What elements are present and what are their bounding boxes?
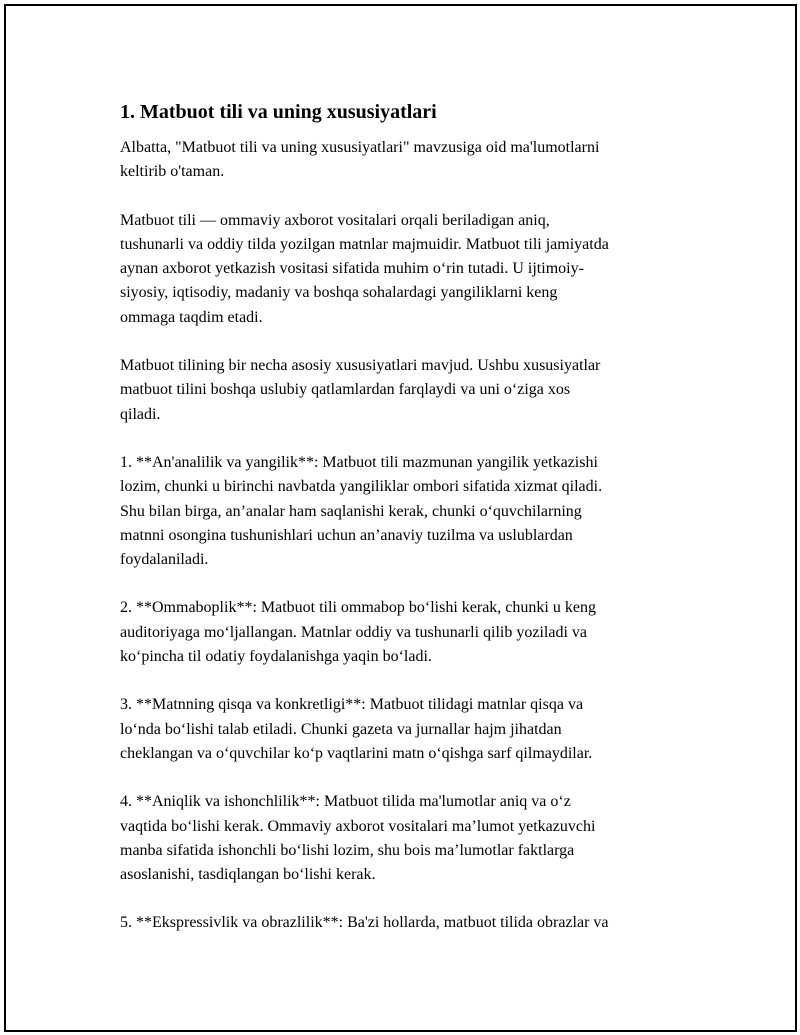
text-line: foydalaniladi.: [120, 551, 209, 569]
text-line: 2. **Ommaboplik**: Matbuot tili ommabop bo‘lishi kerak, chunki u keng: [120, 599, 596, 617]
text-line: Albatta, "Matbuot tili va uning xususiyatlari" mavzusiga oid ma'lumotlarni: [120, 139, 600, 156]
text-line: lozim, chunki u birinchi navbatda yangiliklar ombori sifatida xizmat qiladi.: [120, 478, 603, 496]
paragraph-definition: [120, 209, 700, 330]
text-line: Matbuot tilining bir necha asosiy xususiyatlari mavjud. Ushbu xususiyatlar: [120, 357, 601, 375]
text-line: lo‘nda bo‘lishi talab etiladi. Chunki gazeta va jurnallar hajm jihatdan: [120, 720, 562, 738]
list-item-4: [120, 790, 700, 887]
text-line: Shu bilan birga, an’analar ham saqlanishi kerak, chunki o‘quvchilarning: [120, 502, 582, 520]
paragraph-intro: [120, 136, 700, 185]
list-item-3: [120, 693, 700, 766]
text-line: siyosiy, iqtisodiy, madaniy va boshqa sohalardagi yangiliklarni keng: [120, 284, 558, 302]
list-item-2: [120, 596, 700, 669]
text-line: Matbuot tili — ommaviy axborot vositalari orqali beriladigan aniq,: [120, 211, 550, 229]
text-line: asoslanishi, tasdiqlangan bo‘lishi kerak.: [120, 866, 376, 884]
text-line: auditoriyaga mo‘ljallangan. Matnlar oddiy va tushunarli qilib yoziladi va: [120, 623, 587, 641]
list-item-5: [120, 911, 700, 935]
text-line: ko‘pincha til odatiy foydalanishga yaqin bo‘ladi.: [120, 648, 432, 666]
document-title: 1. Matbuot tili va uning xususiyatlari: [120, 101, 437, 123]
text-line: 5. **Ekspressivlik va obrazlilik**: Ba'zi hollarda, matbuot tilida obrazlar va: [120, 914, 609, 932]
page-frame: [4, 4, 797, 1032]
text-line: aynan axborot yetkazish vositasi sifatida muhim o‘rin tutadi. U ijtimoiy-: [120, 260, 584, 278]
text-line: matnni osongina tushunishlari uchun an’anaviy tuzilma va uslublardan: [120, 526, 573, 544]
text-line: vaqtida bo‘lishi kerak. Ommaviy axborot vositalari ma’lumot yetkazuvchi: [120, 817, 596, 835]
document-body: [120, 98, 700, 960]
list-item-1: [120, 451, 700, 572]
text-line: keltirib o'taman.: [120, 163, 225, 181]
text-line: ommaga taqdim etadi.: [120, 308, 263, 326]
paragraph-features-intro: [120, 354, 700, 427]
text-line: tushunarli va oddiy tilda yozilgan matnlar majmuidir. Matbuot tili jamiyatda: [120, 235, 609, 253]
text-line: qiladi.: [120, 405, 161, 423]
text-line: 3. **Matnning qisqa va konkretligi**: Matbuot tilidagi matnlar qisqa va: [120, 696, 584, 714]
text-line: matbuot tilini boshqa uslubiy qatlamlardan farqlaydi va uni o‘ziga xos: [120, 381, 571, 399]
text-line: cheklangan va o‘quvchilar ko‘p vaqtlarini matn o‘qishga sarf qilmaydilar.: [120, 744, 593, 762]
text-line: 4. **Aniqlik va ishonchlilik**: Matbuot tilida ma'lumotlar aniq va o‘z: [120, 793, 571, 811]
text-line: 1. **An'analilik va yangilik**: Matbuot tili mazmunan yangilik yetkazishi: [120, 453, 598, 471]
text-line: manba sifatida ishonchli bo‘lishi lozim, shu bois ma’lumotlar faktlarga: [120, 841, 575, 859]
